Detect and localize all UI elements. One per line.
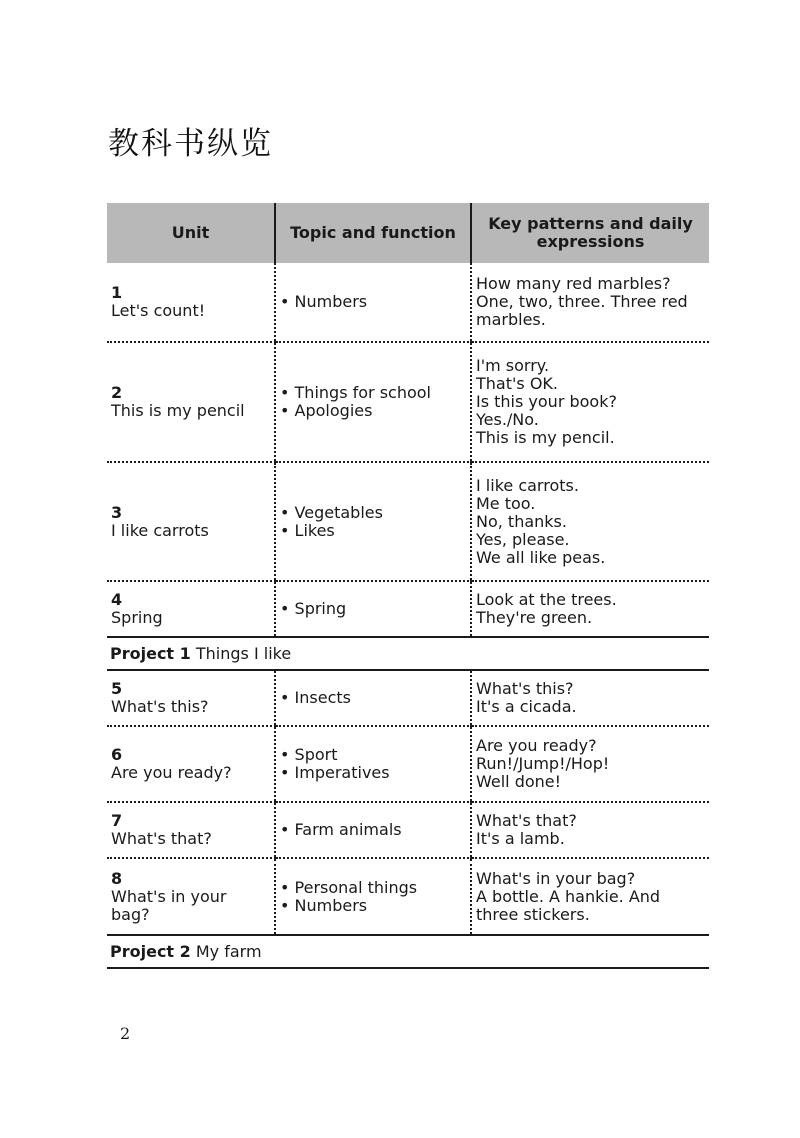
pattern-line: Look at the trees. xyxy=(476,590,617,609)
table-row xyxy=(107,462,709,581)
topic-item: • Likes xyxy=(280,522,466,540)
project-label: Project 1 xyxy=(110,643,191,663)
topic-item: • Numbers xyxy=(280,897,466,915)
patterns-cell xyxy=(471,342,709,462)
topic-item: • Things for school xyxy=(280,384,466,402)
unit-name: Spring xyxy=(111,608,163,627)
pattern-line: What's this? xyxy=(476,679,574,698)
unit-number: 5 xyxy=(111,679,123,698)
pattern-line: A bottle. A hankie. And three stickers. xyxy=(476,886,661,924)
topic-item: • Vegetables xyxy=(280,504,466,522)
topic-item: • Sport xyxy=(280,746,466,764)
page-title: 教科书纵览 xyxy=(108,126,273,162)
table-row xyxy=(107,726,709,802)
topic-cell xyxy=(275,263,471,342)
pattern-line: Me too. xyxy=(476,493,536,513)
topic-item: • Personal things xyxy=(280,879,466,897)
pattern-line: It's a cicada. xyxy=(476,697,577,716)
unit-cell xyxy=(107,858,275,935)
topic-cell xyxy=(275,670,471,726)
patterns-cell xyxy=(471,802,709,858)
topic-item: • Spring xyxy=(280,600,466,618)
project-row xyxy=(107,637,709,670)
unit-name: This is my pencil xyxy=(111,401,245,420)
textbook-overview-table xyxy=(107,203,709,969)
pattern-line: This is my pencil. xyxy=(476,428,615,447)
pattern-line: Are you ready? xyxy=(476,736,597,755)
pattern-line: I like carrots. xyxy=(476,475,579,495)
project-cell xyxy=(107,637,709,670)
topic-cell xyxy=(275,858,471,935)
unit-number: 8 xyxy=(111,868,123,888)
pattern-line: They're green. xyxy=(476,608,593,627)
unit-name: What's this? xyxy=(111,697,209,716)
unit-cell xyxy=(107,802,275,858)
unit-cell xyxy=(107,263,275,342)
unit-number: 3 xyxy=(111,502,123,522)
unit-name: I like carrots xyxy=(111,520,209,540)
topic-item: • Apologies xyxy=(280,402,466,420)
pattern-line: Yes./No. xyxy=(476,410,539,429)
patterns-cell xyxy=(471,670,709,726)
unit-cell xyxy=(107,342,275,462)
unit-name: What's that? xyxy=(111,829,212,848)
project-name: Things I like xyxy=(195,643,292,663)
table-row xyxy=(107,670,709,726)
unit-number: 1 xyxy=(111,283,123,302)
pattern-line: Yes, please. xyxy=(476,529,570,549)
unit-cell xyxy=(107,670,275,726)
pattern-line: Run!/Jump!/Hop! xyxy=(476,754,610,773)
pattern-line: What's that? xyxy=(476,811,577,830)
pattern-line: How many red marbles? xyxy=(476,274,671,293)
table-row xyxy=(107,858,709,935)
pattern-line: I'm sorry. xyxy=(476,356,550,375)
unit-cell xyxy=(107,581,275,637)
patterns-cell xyxy=(471,858,709,935)
header-key-patterns: Key patterns and daily expressions xyxy=(471,203,709,263)
unit-cell xyxy=(107,462,275,581)
topic-item: • Farm animals xyxy=(280,821,466,839)
unit-number: 4 xyxy=(111,590,123,609)
patterns-cell xyxy=(471,581,709,637)
topic-cell xyxy=(275,726,471,802)
project-label: Project 2 xyxy=(110,941,191,961)
table-row xyxy=(107,342,709,462)
topic-cell xyxy=(275,581,471,637)
unit-number: 7 xyxy=(111,811,123,830)
unit-number: 2 xyxy=(111,383,123,402)
project-row xyxy=(107,935,709,968)
patterns-cell xyxy=(471,263,709,342)
pattern-line: Is this your book? xyxy=(476,392,617,411)
page-number: 2 xyxy=(120,1024,131,1043)
header-unit: Unit xyxy=(107,203,275,263)
topic-item: • Insects xyxy=(280,689,466,707)
topic-cell xyxy=(275,802,471,858)
unit-name: Are you ready? xyxy=(111,763,232,782)
pattern-line: What's in your bag? xyxy=(476,868,636,888)
unit-cell xyxy=(107,726,275,802)
project-name: My farm xyxy=(195,941,262,961)
topic-item: • Imperatives xyxy=(280,764,466,782)
patterns-cell xyxy=(471,462,709,581)
unit-name: Let's count! xyxy=(111,301,206,320)
table-row xyxy=(107,263,709,342)
topic-cell xyxy=(275,342,471,462)
project-cell xyxy=(107,935,709,968)
table-row xyxy=(107,802,709,858)
pattern-line: We all like peas. xyxy=(476,547,606,567)
pattern-line: It's a lamb. xyxy=(476,829,565,848)
topic-item: • Numbers xyxy=(280,293,466,311)
pattern-line: Well done! xyxy=(476,772,562,791)
header-topic-function: Topic and function xyxy=(275,203,471,263)
patterns-cell xyxy=(471,726,709,802)
table-row xyxy=(107,581,709,637)
pattern-line: No, thanks. xyxy=(476,511,567,531)
pattern-line: One, two, three. Three red marbles. xyxy=(476,292,688,329)
topic-cell xyxy=(275,462,471,581)
header-row xyxy=(107,203,709,263)
unit-name: What's in your bag? xyxy=(111,886,227,924)
unit-number: 6 xyxy=(111,745,123,764)
pattern-line: That's OK. xyxy=(476,374,558,393)
